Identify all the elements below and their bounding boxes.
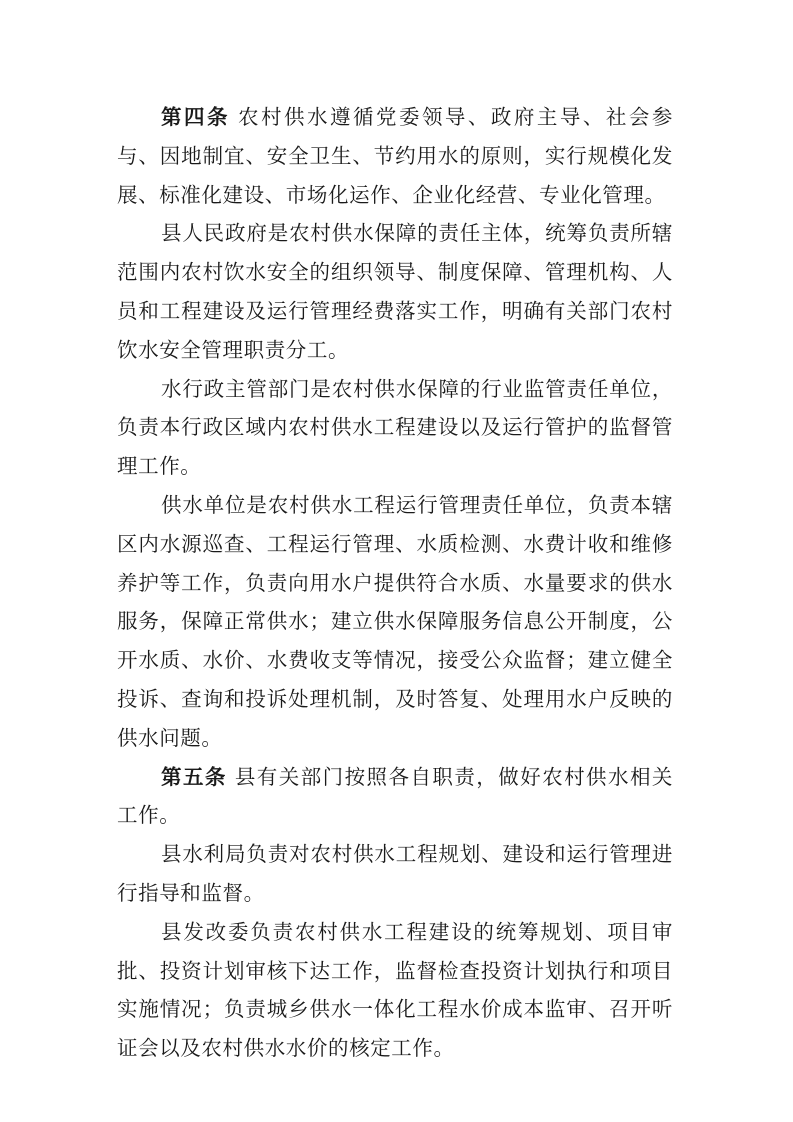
county-government-text: 县人民政府是农村供水保障的责任主体，统筹负责所辖范围内农村饮水安全的组织领导、制度保障、管理机构、人员和工程建设及运行管理经费落实工作，明确有关部门农村饮水安全管理职责分工。 bbox=[117, 221, 673, 362]
water-authority-paragraph bbox=[117, 370, 673, 486]
article-4-text: 农村供水遵循党委领导、政府主导、社会参与、因地制宜、安全卫生、节约用水的原则，实行规模化发展、标准化建设、市场化运作、企业化经营、专业化管理。 bbox=[117, 105, 673, 207]
article-5-heading: 第五条 bbox=[161, 764, 227, 789]
water-supplier-paragraph bbox=[117, 486, 673, 758]
document-body bbox=[117, 98, 673, 1068]
development-reform-paragraph bbox=[117, 913, 673, 1068]
article-5-text: 县有关部门按照各自职责，做好农村供水相关工作。 bbox=[117, 764, 673, 828]
water-bureau-paragraph bbox=[117, 835, 673, 913]
water-bureau-text: 县水利局负责对农村供水工程规划、建设和运行管理进行指导和监督。 bbox=[117, 842, 673, 905]
article-4-heading: 第四条 bbox=[161, 105, 230, 129]
article-5-paragraph bbox=[117, 758, 673, 836]
water-supplier-text: 供水单位是农村供水工程运行管理责任单位，负责本辖区内水源巡查、工程运行管理、水质检测、水费计收和维修养护等工作，负责向用水户提供符合水质、水量要求的供水服务，保障正常供水；建立供水保障服务信息公开制度，公开水质、水价、水费收支等情况，接受公众监督；建立健全投诉、查询和投诉处理机制，及时答复、处理用水户反映的供水问题。 bbox=[117, 492, 673, 750]
water-authority-text: 水行政主管部门是农村供水保障的行业监管责任单位，负责本行政区域内农村供水工程建设以及运行管护的监督管理工作。 bbox=[117, 376, 673, 479]
development-reform-text: 县发改委负责农村供水工程建设的统筹规划、项目审批、投资计划审核下达工作，监督检查投资计划执行和项目实施情况；负责城乡供水一体化工程水价成本监审、召开听证会以及农村供水水价的核定工作。 bbox=[117, 919, 673, 1061]
article-4-paragraph bbox=[117, 98, 673, 214]
county-government-paragraph bbox=[117, 214, 673, 369]
